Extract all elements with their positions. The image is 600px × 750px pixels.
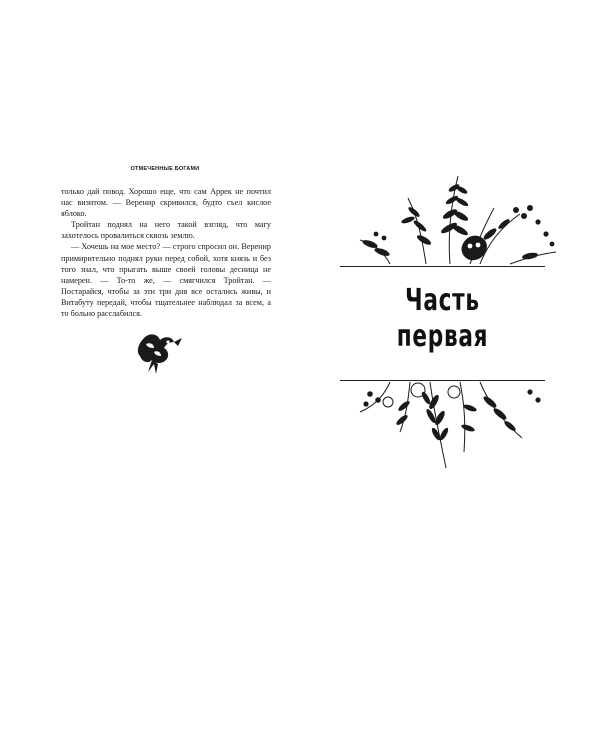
divider-top — [340, 266, 545, 267]
part-title-line1: Часть — [405, 283, 480, 318]
right-page — [300, 0, 600, 750]
paragraph: только дай повод. Хорошо еще, что сам Аррек не почтил нас визитом. — Веренир скривился, будто съел кислое яблоко. — [61, 187, 271, 219]
part-title-line2: первая — [396, 319, 489, 354]
paragraph: — Хочешь на мое место? — строго спросил он. Веренир примирительно поднял руки перед собой, хотя князь и без того знал, что прыгать выше своей головы десница не намерен. — То-то же, — смягчился Тройтан. — Постарайся, чтобы за эти три дня все остались живы, и Витабуту передай, чтобы тщательнее наблюдал за всем, а то больно расслабился. — [61, 242, 271, 319]
running-header: ОТМЕЧЕННЫЕ БОГАМИ — [130, 166, 200, 172]
body-text — [61, 186, 271, 319]
paragraph: Тройтан поднял на него такой взгляд, что магу захотелось провалиться сквозь землю. — [61, 220, 271, 241]
botanical-ornament-bottom-icon — [330, 372, 570, 472]
bird-vignette-icon — [130, 328, 184, 376]
botanical-ornament-top-icon — [330, 168, 570, 268]
